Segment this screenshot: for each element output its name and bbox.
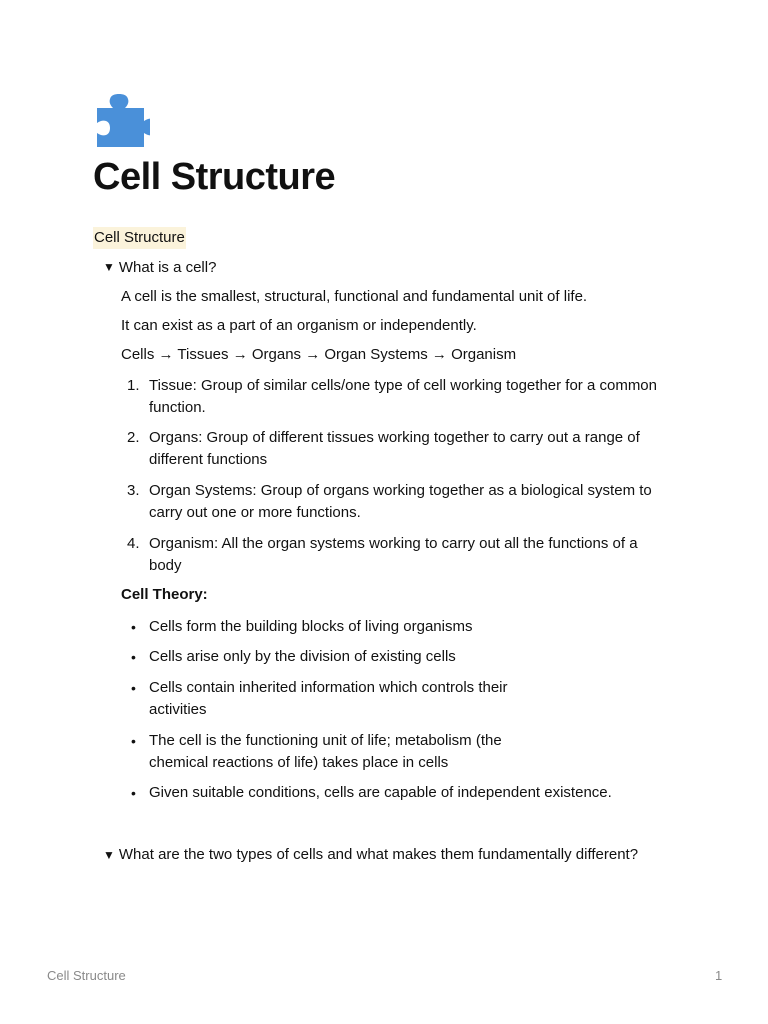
numbered-list-item bbox=[121, 427, 666, 471]
toggle-arrow-icon[interactable]: ▼ bbox=[103, 260, 115, 274]
footer-page-number: 1 bbox=[715, 968, 723, 983]
page-title: Cell Structure bbox=[93, 156, 336, 198]
bulleted-list-item bbox=[121, 730, 561, 774]
paragraph: A cell is the smallest, structural, functional and fundamental unit of life. bbox=[121, 288, 588, 305]
toggle-two-types-of-cells[interactable] bbox=[103, 844, 663, 866]
highlighted-page-link[interactable]: Cell Structure bbox=[93, 227, 186, 249]
list-item-text: Given suitable conditions, cells are capable of independent existence. bbox=[149, 784, 612, 801]
numbered-list-item bbox=[121, 375, 666, 419]
list-item-text: Cells form the building blocks of living organisms bbox=[149, 618, 473, 635]
list-item-text: Cells arise only by the division of existing cells bbox=[149, 648, 456, 665]
numbered-list-item bbox=[121, 533, 666, 577]
list-item-text: The cell is the functioning unit of life; metabolism (the chemical reactions of life) takes place in cells bbox=[149, 732, 502, 771]
list-number: 1. bbox=[127, 377, 140, 394]
bulleted-list-item bbox=[121, 677, 561, 721]
puzzle-piece-icon bbox=[94, 94, 150, 148]
list-number: 3. bbox=[127, 482, 140, 499]
bullet-icon: • bbox=[131, 785, 136, 801]
bulleted-list-item bbox=[121, 646, 666, 668]
footer-document-title: Cell Structure bbox=[47, 968, 126, 983]
toggle-what-is-a-cell[interactable] bbox=[103, 256, 216, 279]
toggle-arrow-icon[interactable]: ▼ bbox=[103, 848, 115, 862]
toggle-label: What are the two types of cells and what makes them fundamentally different? bbox=[118, 846, 639, 863]
bulleted-list-item bbox=[121, 616, 666, 638]
list-item-text: Organ Systems: Group of organs working together as a biological system to carry out one or more functions. bbox=[149, 482, 652, 521]
list-item-text: Tissue: Group of similar cells/one type of cell working together for a common function. bbox=[149, 377, 657, 416]
bulleted-list-item bbox=[121, 782, 681, 804]
numbered-list-item bbox=[121, 480, 666, 524]
bullet-icon: • bbox=[131, 619, 136, 635]
cell-theory-heading: Cell Theory: bbox=[121, 586, 208, 603]
list-item-text: Organs: Group of different tissues working together to carry out a range of different functions bbox=[149, 429, 640, 468]
toggle-label: What is a cell? bbox=[118, 259, 217, 276]
bullet-icon: • bbox=[131, 680, 136, 696]
list-number: 4. bbox=[127, 535, 140, 552]
list-item-text: Cells contain inherited information which controls their activities bbox=[149, 679, 508, 718]
bullet-icon: • bbox=[131, 649, 136, 665]
list-item-text: Organism: All the organ systems working to carry out all the functions of a body bbox=[149, 535, 638, 574]
paragraph: It can exist as a part of an organism or independently. bbox=[121, 317, 477, 334]
list-number: 2. bbox=[127, 429, 140, 446]
paragraph: Cells → Tissues → Organs → Organ Systems → Organism bbox=[121, 346, 517, 363]
bullet-icon: • bbox=[131, 733, 136, 749]
